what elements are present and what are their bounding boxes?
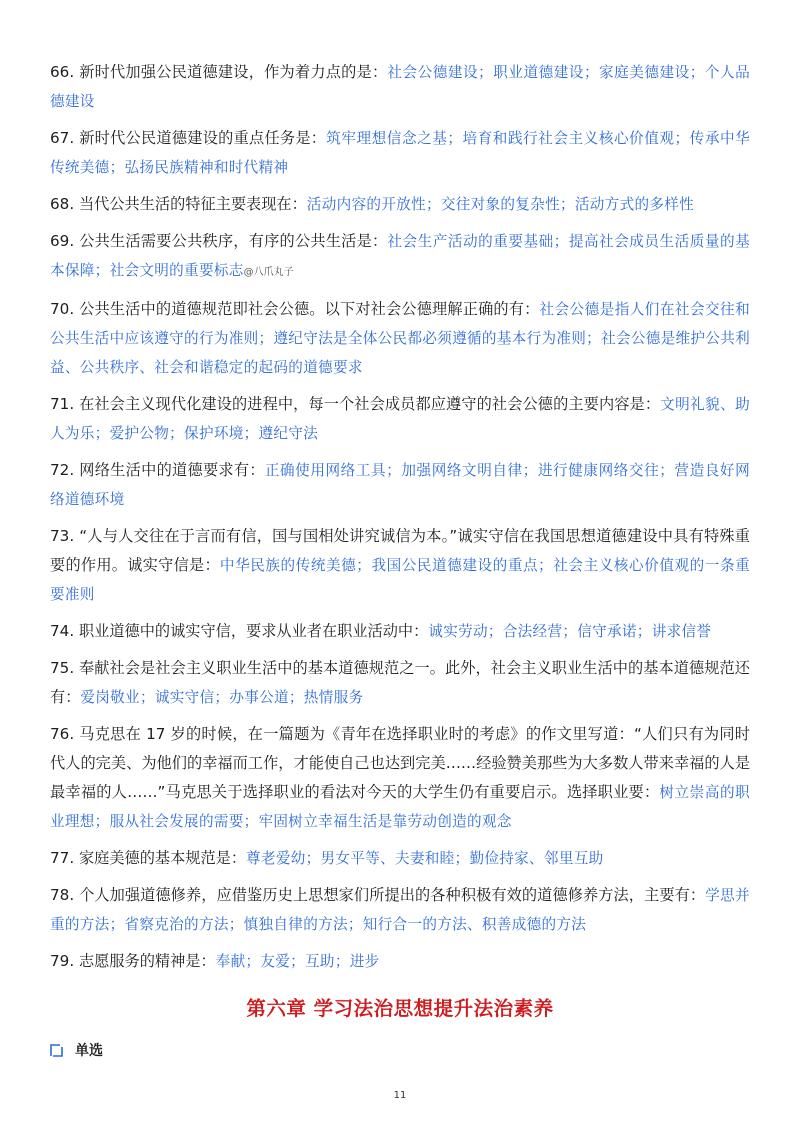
answer-text: 树立崇高的职业理想；服从社会发展的需要；牢固树立幸福生活是靠劳动创造的观念 — [50, 784, 750, 830]
question-text: 70. 公共生活中的道德规范即社会公德。以下对社会公德理解正确的有： — [50, 300, 540, 318]
question-75 — [50, 654, 750, 712]
section-label: 单选 — [75, 1043, 103, 1059]
page-number: 11 — [393, 1090, 407, 1101]
question-text: 78. 个人加强道德修养，应借鉴历史上思想家们所提出的各种积极有效的道德修养方法，主要有： — [50, 886, 706, 904]
question-76 — [50, 720, 750, 836]
question-79 — [50, 947, 750, 976]
answer-text: 文明礼貌、助人为乐；爱护公物；保护环境；遵纪守法 — [50, 396, 750, 442]
question-74 — [50, 617, 750, 646]
answer-text: 社会公德建设；职业道德建设；家庭美德建设；个人品德建设 — [50, 64, 751, 110]
question-68 — [50, 190, 750, 219]
watermark: @八爪丸子 — [243, 267, 294, 278]
answer-text: 尊老爱幼；男女平等、夫妻和睦；勤俭持家、邻里互助 — [246, 850, 604, 867]
question-text: 77. 家庭美德的基本规范是： — [50, 849, 247, 867]
answer-text: 诚实劳动；合法经营；信守承诺；讲求信誉 — [428, 623, 712, 640]
question-78 — [50, 881, 750, 939]
question-text: 71. 在社会主义现代化建设的进程中，每一个社会成员都应遵守的社会公德的主要内容是： — [50, 395, 661, 413]
answer-text: 中华民族的传统美德；我国公民道德建设的重点；社会主义核心价值观的一条重要准则 — [50, 557, 751, 603]
question-text: 69. 公共生活需要公共秩序，有序的公共生活是： — [50, 232, 388, 250]
question-text: 76. 马克思在 17 岁的时候，在一篇题为《青年在选择职业时的考虑》的作文里写道：“人们只有为同时代人的完美、为他们的幸福而工作，才能使自己也达到完美……经验赞美那些为大多数人带来幸福的人是最幸福的人……”马克思关于选择职业的看法对今天的大学生仍有重要启示。选择职业要： — [50, 725, 750, 801]
question-69 — [50, 227, 750, 287]
answer-text: 正确使用网络工具；加强网络文明自律；进行健康网络交往；营造良好网络道德环境 — [50, 462, 750, 508]
question-67 — [50, 124, 750, 182]
question-66 — [50, 58, 750, 116]
question-text: 67. 新时代公民道德建设的重点任务是： — [50, 129, 327, 147]
answer-text: 爱岗敬业；诚实守信；办事公道；热情服务 — [80, 689, 364, 706]
question-text: 74. 职业道德中的诚实守信，要求从业者在职业活动中： — [50, 622, 429, 640]
question-70 — [50, 295, 750, 382]
question-71 — [50, 390, 750, 448]
question-text: 79. 志愿服务的精神是： — [50, 952, 216, 970]
checkbox-square-icon — [50, 1044, 63, 1057]
answer-text: 社会公德是指人们在社会交往和公共生活中应该遵守的行为准则；遵纪守法是全体公民都必须遵循的基本行为准则；社会公德是维护公共利益、公共秩序、社会和谐稳定的起码的道德要求 — [50, 301, 751, 376]
answer-text: 活动内容的开放性；交往对象的复杂性；活动方式的多样性 — [306, 196, 695, 213]
question-text: 73. “人与人交往在于言而有信，国与国相处讲究诚信为本。”诚实守信在我国思想道德建设中具有特殊重要的作用。诚实守信是： — [50, 527, 750, 574]
question-text: 75. 奉献社会是社会主义职业生活中的基本道德规范之一。此外，社会主义职业生活中的基本道德规范还有： — [50, 659, 750, 706]
question-text: 66. 新时代加强公民道德建设，作为着力点的是： — [50, 63, 388, 81]
chapter-title: 第六章 学习法治思想提升法治素养 — [246, 997, 554, 1020]
question-77 — [50, 844, 750, 873]
question-72 — [50, 456, 750, 514]
question-list — [50, 58, 750, 984]
answer-text: 奉献；友爱；互助；进步 — [215, 953, 380, 970]
answer-text: 学思并重的方法；省察克治的方法；慎独自律的方法；知行合一的方法、积善成德的方法 — [50, 887, 751, 933]
section-heading — [50, 1040, 103, 1060]
question-text: 72. 网络生活中的道德要求有： — [50, 461, 265, 479]
answer-text: 社会生产活动的重要基础；提高社会成员生活质量的基本保障；社会文明的重要标志 — [50, 233, 751, 279]
question-text: 68. 当代公共生活的特征主要表现在： — [50, 195, 307, 213]
question-73 — [50, 522, 750, 609]
answer-text: 筑牢理想信念之基；培育和践行社会主义核心价值观；传承中华传统美德；弘扬民族精神和时代精神 — [50, 130, 751, 176]
